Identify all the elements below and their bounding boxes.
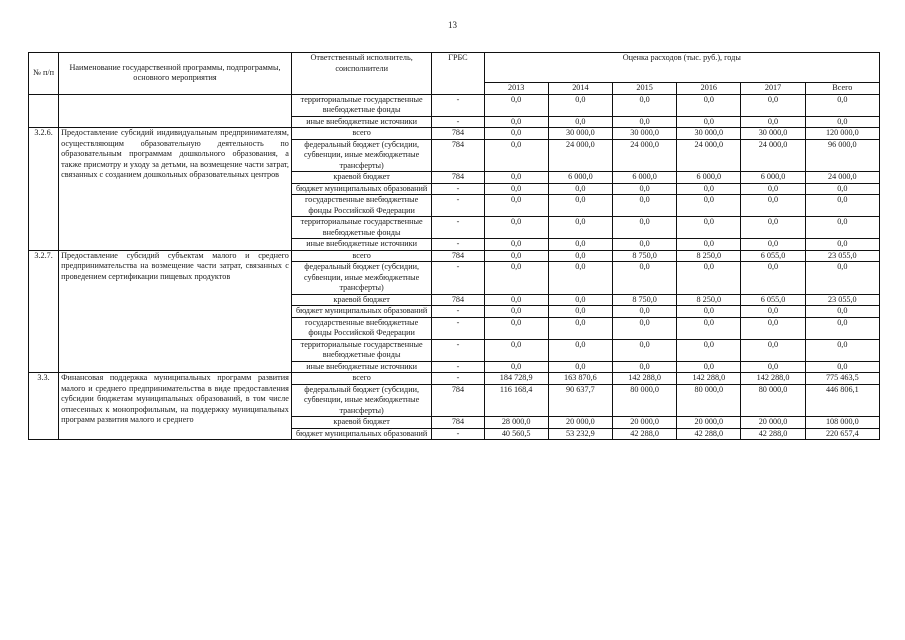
executor-cell: федеральный бюджет (субсидии, субвенции, иные межбюджетные трансферты) <box>291 384 431 417</box>
grbs-cell: 784 <box>432 384 484 417</box>
year-value-cell: 0,0 <box>612 116 676 128</box>
header-executor: Ответственный исполнитель, соисполнители <box>291 53 431 95</box>
year-value-cell: 80 000,0 <box>741 384 805 417</box>
year-value-cell: 0,0 <box>548 183 612 195</box>
year-value-cell: 8 250,0 <box>677 294 741 306</box>
year-value-cell: 0,0 <box>484 139 548 172</box>
item-number: 3.2.6. <box>29 128 59 251</box>
year-value-cell: 6 000,0 <box>548 172 612 184</box>
year-value-cell: 0,0 <box>612 262 676 295</box>
year-value-cell: 142 288,0 <box>612 373 676 385</box>
year-value-cell: 0,0 <box>677 239 741 251</box>
year-value-cell: 0,0 <box>548 262 612 295</box>
total-cell: 0,0 <box>805 361 879 373</box>
grbs-cell: 784 <box>432 417 484 429</box>
year-value-cell: 6 055,0 <box>741 294 805 306</box>
executor-cell: иные внебюджетные источники <box>291 361 431 373</box>
year-value-cell: 90 637,7 <box>548 384 612 417</box>
year-value-cell: 0,0 <box>612 361 676 373</box>
table-row <box>29 128 880 140</box>
year-value-cell: 0,0 <box>484 217 548 239</box>
year-value-cell: 30 000,0 <box>741 128 805 140</box>
total-cell: 0,0 <box>805 317 879 339</box>
total-cell: 0,0 <box>805 183 879 195</box>
year-value-cell: 0,0 <box>484 195 548 217</box>
total-cell: 0,0 <box>805 239 879 251</box>
grbs-cell: - <box>432 317 484 339</box>
year-value-cell: 0,0 <box>741 183 805 195</box>
year-value-cell: 0,0 <box>548 195 612 217</box>
item-name: Финансовая поддержка муниципальных программ развития малого и среднего предпринимательства в виде предоставления субсидии бюджетам муниципальных образований, в том числе отнесенных к монопрофильным, на поддержку муниципальных программ развития малого и среднего <box>59 373 292 440</box>
year-value-cell: 42 288,0 <box>677 428 741 440</box>
year-value-cell: 116 168,4 <box>484 384 548 417</box>
total-cell: 24 000,0 <box>805 172 879 184</box>
year-value-cell: 0,0 <box>548 294 612 306</box>
grbs-cell: - <box>432 361 484 373</box>
year-value-cell: 0,0 <box>484 250 548 262</box>
year-value-cell: 0,0 <box>741 306 805 318</box>
year-value-cell: 8 250,0 <box>677 250 741 262</box>
grbs-cell: - <box>432 94 484 116</box>
grbs-cell: 784 <box>432 250 484 262</box>
year-value-cell: 0,0 <box>484 172 548 184</box>
total-cell: 446 806,1 <box>805 384 879 417</box>
executor-cell: государственные внебюджетные фонды Российской Федерации <box>291 317 431 339</box>
year-value-cell: 53 232,9 <box>548 428 612 440</box>
year-value-cell: 20 000,0 <box>677 417 741 429</box>
year-value-cell: 142 288,0 <box>677 373 741 385</box>
executor-cell: всего <box>291 373 431 385</box>
year-value-cell: 0,0 <box>612 239 676 251</box>
header-year: 2015 <box>612 83 676 95</box>
year-value-cell: 0,0 <box>677 361 741 373</box>
table-body <box>29 94 880 440</box>
executor-cell: краевой бюджет <box>291 417 431 429</box>
item-number: 3.2.7. <box>29 250 59 373</box>
year-value-cell: 0,0 <box>741 317 805 339</box>
executor-cell: федеральный бюджет (субсидии, субвенции, иные межбюджетные трансферты) <box>291 262 431 295</box>
year-value-cell: 0,0 <box>677 306 741 318</box>
executor-cell: территориальные государственные внебюджетные фонды <box>291 217 431 239</box>
total-cell: 0,0 <box>805 262 879 295</box>
year-value-cell: 0,0 <box>484 262 548 295</box>
year-value-cell: 6 000,0 <box>612 172 676 184</box>
year-value-cell: 80 000,0 <box>677 384 741 417</box>
year-value-cell: 6 000,0 <box>677 172 741 184</box>
year-value-cell: 0,0 <box>612 217 676 239</box>
total-cell: 0,0 <box>805 217 879 239</box>
year-value-cell: 0,0 <box>548 339 612 361</box>
executor-cell: территориальные государственные внебюджетные фонды <box>291 94 431 116</box>
grbs-cell: 784 <box>432 139 484 172</box>
year-value-cell: 0,0 <box>484 339 548 361</box>
year-value-cell: 0,0 <box>612 317 676 339</box>
total-cell: 120 000,0 <box>805 128 879 140</box>
year-value-cell: 0,0 <box>484 317 548 339</box>
table-row <box>29 250 880 262</box>
year-value-cell: 0,0 <box>741 239 805 251</box>
year-value-cell: 0,0 <box>548 361 612 373</box>
grbs-cell: - <box>432 217 484 239</box>
year-value-cell: 0,0 <box>741 339 805 361</box>
year-value-cell: 163 870,6 <box>548 373 612 385</box>
year-value-cell: 0,0 <box>484 239 548 251</box>
year-value-cell: 6 000,0 <box>741 172 805 184</box>
total-cell: 775 463,5 <box>805 373 879 385</box>
year-value-cell: 24 000,0 <box>548 139 612 172</box>
table-row <box>29 94 880 116</box>
year-value-cell: 30 000,0 <box>677 128 741 140</box>
executor-cell: бюджет муниципальных образований <box>291 428 431 440</box>
year-value-cell: 0,0 <box>484 94 548 116</box>
header-year: 2014 <box>548 83 612 95</box>
year-value-cell: 8 750,0 <box>612 294 676 306</box>
year-value-cell: 24 000,0 <box>677 139 741 172</box>
header-year: 2017 <box>741 83 805 95</box>
year-value-cell: 42 288,0 <box>612 428 676 440</box>
year-value-cell: 0,0 <box>677 116 741 128</box>
executor-cell: краевой бюджет <box>291 172 431 184</box>
grbs-cell: - <box>432 373 484 385</box>
header-estimate: Оценка расходов (тыс. руб.), годы <box>484 53 879 83</box>
executor-cell: государственные внебюджетные фонды Российской Федерации <box>291 195 431 217</box>
year-value-cell: 0,0 <box>612 339 676 361</box>
year-value-cell: 0,0 <box>677 195 741 217</box>
grbs-cell: 784 <box>432 294 484 306</box>
year-value-cell: 0,0 <box>677 339 741 361</box>
total-cell: 220 657,4 <box>805 428 879 440</box>
year-value-cell: 0,0 <box>741 94 805 116</box>
year-value-cell: 0,0 <box>548 217 612 239</box>
year-value-cell: 20 000,0 <box>741 417 805 429</box>
executor-cell: территориальные государственные внебюджетные фонды <box>291 339 431 361</box>
year-value-cell: 0,0 <box>677 262 741 295</box>
executor-cell: федеральный бюджет (субсидии, субвенции, иные межбюджетные трансферты) <box>291 139 431 172</box>
total-cell: 23 055,0 <box>805 250 879 262</box>
year-value-cell: 184 728,9 <box>484 373 548 385</box>
year-value-cell: 0,0 <box>548 317 612 339</box>
year-value-cell: 0,0 <box>484 183 548 195</box>
total-cell: 0,0 <box>805 339 879 361</box>
year-value-cell: 0,0 <box>741 361 805 373</box>
year-value-cell: 8 750,0 <box>612 250 676 262</box>
header-grbs: ГРБС <box>432 53 484 95</box>
year-value-cell: 6 055,0 <box>741 250 805 262</box>
year-value-cell: 0,0 <box>548 239 612 251</box>
grbs-cell: 784 <box>432 128 484 140</box>
grbs-cell: - <box>432 306 484 318</box>
year-value-cell: 0,0 <box>612 183 676 195</box>
header-num: № п/п <box>29 53 59 95</box>
page-number: 13 <box>448 20 457 30</box>
executor-cell: всего <box>291 128 431 140</box>
total-cell: 96 000,0 <box>805 139 879 172</box>
executor-cell: иные внебюджетные источники <box>291 116 431 128</box>
year-value-cell: 0,0 <box>677 94 741 116</box>
grbs-cell: - <box>432 183 484 195</box>
header-year: 2013 <box>484 83 548 95</box>
expenditure-table <box>28 52 880 440</box>
year-value-cell: 0,0 <box>484 361 548 373</box>
year-value-cell: 24 000,0 <box>612 139 676 172</box>
item-name: Предоставление субсидий субъектам малого и среднего предпринимательства на возмещение части затрат, связанных с проведением сертификации пищевых продуктов <box>59 250 292 373</box>
executor-cell: иные внебюджетные источники <box>291 239 431 251</box>
grbs-cell: - <box>432 195 484 217</box>
year-value-cell: 42 288,0 <box>741 428 805 440</box>
year-value-cell: 20 000,0 <box>612 417 676 429</box>
year-value-cell: 80 000,0 <box>612 384 676 417</box>
year-value-cell: 0,0 <box>612 195 676 217</box>
year-value-cell: 0,0 <box>484 116 548 128</box>
year-value-cell: 40 560,5 <box>484 428 548 440</box>
item-number <box>29 94 59 128</box>
item-name: Предоставление субсидий индивидуальным предпринимателям, осуществляющим образовательную деятельность по образовательным программам дошкольного образования, а также присмотру и уходу за детьми, на возмещение части затрат, связанных с созданием дошкольных образовательных центров <box>59 128 292 251</box>
total-cell: 0,0 <box>805 116 879 128</box>
year-value-cell: 30 000,0 <box>612 128 676 140</box>
grbs-cell: - <box>432 339 484 361</box>
year-value-cell: 0,0 <box>548 250 612 262</box>
year-value-cell: 0,0 <box>612 306 676 318</box>
header-total: Всего <box>805 83 879 95</box>
grbs-cell: - <box>432 262 484 295</box>
item-number: 3.3. <box>29 373 59 440</box>
executor-cell: всего <box>291 250 431 262</box>
year-value-cell: 0,0 <box>677 183 741 195</box>
executor-cell: бюджет муниципальных образований <box>291 306 431 318</box>
grbs-cell: - <box>432 239 484 251</box>
item-name <box>59 94 292 128</box>
year-value-cell: 0,0 <box>484 128 548 140</box>
total-cell: 108 000,0 <box>805 417 879 429</box>
executor-cell: бюджет муниципальных образований <box>291 183 431 195</box>
year-value-cell: 20 000,0 <box>548 417 612 429</box>
table-row <box>29 373 880 385</box>
year-value-cell: 0,0 <box>548 116 612 128</box>
grbs-cell: - <box>432 428 484 440</box>
grbs-cell: - <box>432 116 484 128</box>
header-year: 2016 <box>677 83 741 95</box>
year-value-cell: 24 000,0 <box>741 139 805 172</box>
grbs-cell: 784 <box>432 172 484 184</box>
total-cell: 0,0 <box>805 306 879 318</box>
total-cell: 0,0 <box>805 195 879 217</box>
year-value-cell: 0,0 <box>741 262 805 295</box>
year-value-cell: 0,0 <box>548 306 612 318</box>
year-value-cell: 0,0 <box>741 116 805 128</box>
year-value-cell: 0,0 <box>677 217 741 239</box>
year-value-cell: 0,0 <box>741 195 805 217</box>
year-value-cell: 0,0 <box>484 306 548 318</box>
year-value-cell: 30 000,0 <box>548 128 612 140</box>
year-value-cell: 0,0 <box>741 217 805 239</box>
year-value-cell: 142 288,0 <box>741 373 805 385</box>
total-cell: 23 055,0 <box>805 294 879 306</box>
year-value-cell: 0,0 <box>612 94 676 116</box>
year-value-cell: 0,0 <box>548 94 612 116</box>
total-cell: 0,0 <box>805 94 879 116</box>
year-value-cell: 28 000,0 <box>484 417 548 429</box>
year-value-cell: 0,0 <box>484 294 548 306</box>
header-name: Наименование государственной программы, подпрограммы, основного мероприятия <box>59 53 292 95</box>
executor-cell: краевой бюджет <box>291 294 431 306</box>
year-value-cell: 0,0 <box>677 317 741 339</box>
